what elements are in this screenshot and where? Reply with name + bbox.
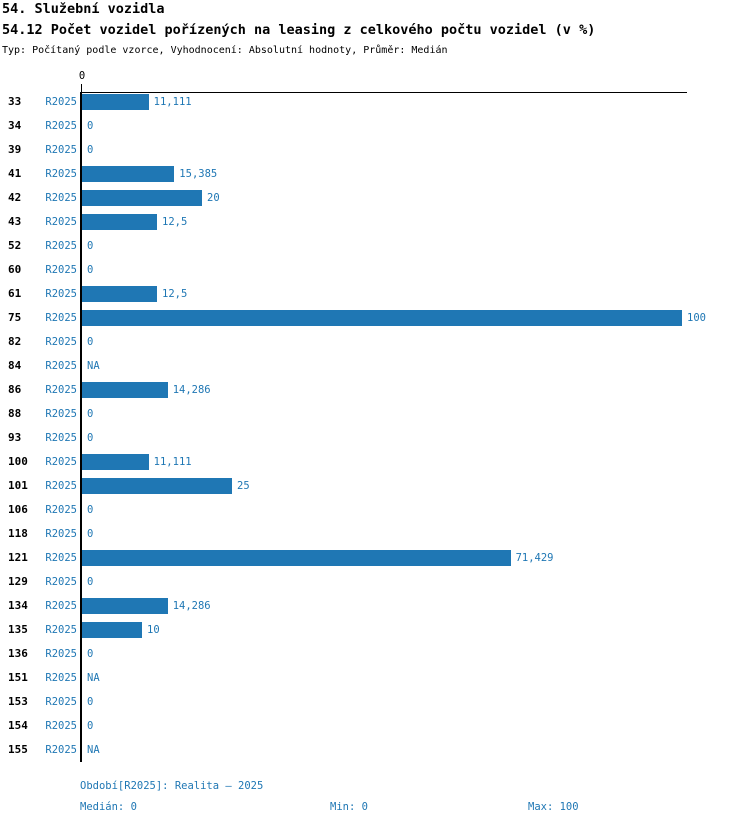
row-value-label: 0 xyxy=(87,696,94,708)
chart-row xyxy=(0,570,750,594)
row-value-label: 10 xyxy=(147,624,160,636)
row-value-label: 0 xyxy=(87,240,94,252)
row-value-label: 0 xyxy=(87,528,94,540)
chart-row xyxy=(0,138,750,162)
row-series-label: R2025 xyxy=(45,720,77,732)
row-category-label: 60 xyxy=(8,263,22,276)
row-bar xyxy=(82,286,157,302)
chart-row xyxy=(0,402,750,426)
row-series-label: R2025 xyxy=(45,240,77,252)
row-series-label: R2025 xyxy=(45,312,77,324)
row-value-label: 0 xyxy=(87,336,94,348)
chart-row xyxy=(0,282,750,306)
chart-row xyxy=(0,378,750,402)
row-series-label: R2025 xyxy=(45,144,77,156)
row-value-label: 11,111 xyxy=(153,96,192,108)
row-series-label: R2025 xyxy=(45,456,77,468)
bar-chart-rows xyxy=(0,90,750,762)
row-category-label: 154 xyxy=(8,719,28,732)
row-series-label: R2025 xyxy=(45,96,77,108)
row-value-label: NA xyxy=(87,744,100,756)
row-series-label: R2025 xyxy=(45,504,77,516)
row-series-label: R2025 xyxy=(45,576,77,588)
row-value-label: 14,286 xyxy=(172,384,211,396)
chart-row xyxy=(0,426,750,450)
row-bar xyxy=(82,310,682,326)
row-category-label: 39 xyxy=(8,143,22,156)
row-category-label: 93 xyxy=(8,431,22,444)
row-category-label: 121 xyxy=(8,551,28,564)
row-series-label: R2025 xyxy=(45,528,77,540)
row-series-label: R2025 xyxy=(45,192,77,204)
row-value-label: 0 xyxy=(87,408,94,420)
row-series-label: R2025 xyxy=(45,288,77,300)
chart-row xyxy=(0,186,750,210)
row-bar xyxy=(82,382,168,398)
row-series-label: R2025 xyxy=(45,408,77,420)
row-category-label: 155 xyxy=(8,743,28,756)
row-value-label: 12,5 xyxy=(162,288,188,300)
row-bar xyxy=(82,622,142,638)
row-series-label: R2025 xyxy=(45,264,77,276)
row-bar xyxy=(82,478,232,494)
chart-row xyxy=(0,114,750,138)
chart-row xyxy=(0,618,750,642)
row-category-label: 134 xyxy=(8,599,28,612)
row-series-label: R2025 xyxy=(45,336,77,348)
row-value-label: 0 xyxy=(87,144,94,156)
row-series-label: R2025 xyxy=(45,216,77,228)
chart-row xyxy=(0,594,750,618)
row-category-label: 151 xyxy=(8,671,28,684)
row-bar xyxy=(82,454,149,470)
row-series-label: R2025 xyxy=(45,672,77,684)
row-category-label: 34 xyxy=(8,119,22,132)
row-value-label: 15,385 xyxy=(179,168,218,180)
row-category-label: 86 xyxy=(8,383,22,396)
row-value-label: 0 xyxy=(87,504,94,516)
row-bar xyxy=(82,190,202,206)
row-category-label: 52 xyxy=(8,239,22,252)
row-value-label: 0 xyxy=(87,648,94,660)
chart-row xyxy=(0,690,750,714)
indicator-meta: Typ: Počítaný podle vzorce, Vyhodnocení: Absolutní hodnoty, Průměr: Medián xyxy=(2,45,448,56)
row-category-label: 61 xyxy=(8,287,22,300)
row-category-label: 75 xyxy=(8,311,22,324)
row-category-label: 43 xyxy=(8,215,22,228)
row-category-label: 88 xyxy=(8,407,22,420)
row-category-label: 136 xyxy=(8,647,28,660)
row-value-label: 0 xyxy=(87,720,94,732)
row-value-label: 71,429 xyxy=(515,552,554,564)
row-value-label: 20 xyxy=(207,192,220,204)
footer-min-stat: Min: 0 xyxy=(330,801,368,813)
row-value-label: 0 xyxy=(87,432,94,444)
row-category-label: 84 xyxy=(8,359,22,372)
chart-row xyxy=(0,258,750,282)
row-series-label: R2025 xyxy=(45,360,77,372)
row-category-label: 153 xyxy=(8,695,28,708)
chart-row xyxy=(0,210,750,234)
row-category-label: 82 xyxy=(8,335,22,348)
row-value-label: 100 xyxy=(687,312,706,324)
chart-row xyxy=(0,162,750,186)
row-series-label: R2025 xyxy=(45,168,77,180)
row-value-label: NA xyxy=(87,360,100,372)
row-category-label: 101 xyxy=(8,479,28,492)
row-series-label: R2025 xyxy=(45,696,77,708)
row-category-label: 129 xyxy=(8,575,28,588)
chart-row xyxy=(0,666,750,690)
chart-row xyxy=(0,738,750,762)
row-value-label: 14,286 xyxy=(172,600,211,612)
chart-row xyxy=(0,714,750,738)
footer-max-stat: Max: 100 xyxy=(528,801,579,813)
row-value-label: 11,111 xyxy=(153,456,192,468)
chart-row xyxy=(0,546,750,570)
indicator-title: 54.12 Počet vozidel pořízených na leasing z celkového počtu vozidel (v %) xyxy=(2,22,596,38)
chart-row xyxy=(0,450,750,474)
row-category-label: 41 xyxy=(8,167,22,180)
row-bar xyxy=(82,94,149,110)
row-series-label: R2025 xyxy=(45,480,77,492)
axis-zero-tick-label: 0 xyxy=(78,70,86,82)
chart-row xyxy=(0,474,750,498)
row-value-label: 12,5 xyxy=(162,216,188,228)
chapter-title: 54. Služební vozidla xyxy=(2,1,165,17)
footer-median-stat: Medián: 0 xyxy=(80,801,137,813)
row-series-label: R2025 xyxy=(45,648,77,660)
row-series-label: R2025 xyxy=(45,552,77,564)
row-bar xyxy=(82,598,168,614)
row-category-label: 135 xyxy=(8,623,28,636)
chart-row xyxy=(0,354,750,378)
row-category-label: 118 xyxy=(8,527,28,540)
row-series-label: R2025 xyxy=(45,120,77,132)
row-value-label: 0 xyxy=(87,576,94,588)
row-category-label: 100 xyxy=(8,455,28,468)
row-value-label: NA xyxy=(87,672,100,684)
row-series-label: R2025 xyxy=(45,744,77,756)
chart-row xyxy=(0,90,750,114)
row-bar xyxy=(82,550,511,566)
chart-row xyxy=(0,498,750,522)
row-category-label: 33 xyxy=(8,95,22,108)
row-category-label: 42 xyxy=(8,191,22,204)
chart-row xyxy=(0,306,750,330)
row-value-label: 0 xyxy=(87,264,94,276)
footer-period-legend: Období[R2025]: Realita – 2025 xyxy=(80,780,264,792)
row-category-label: 106 xyxy=(8,503,28,516)
chart-row xyxy=(0,522,750,546)
row-value-label: 0 xyxy=(87,120,94,132)
chart-row xyxy=(0,642,750,666)
row-series-label: R2025 xyxy=(45,384,77,396)
row-value-label: 25 xyxy=(237,480,250,492)
row-series-label: R2025 xyxy=(45,600,77,612)
row-series-label: R2025 xyxy=(45,624,77,636)
chart-row xyxy=(0,234,750,258)
row-bar xyxy=(82,166,174,182)
row-series-label: R2025 xyxy=(45,432,77,444)
chart-row xyxy=(0,330,750,354)
row-bar xyxy=(82,214,157,230)
